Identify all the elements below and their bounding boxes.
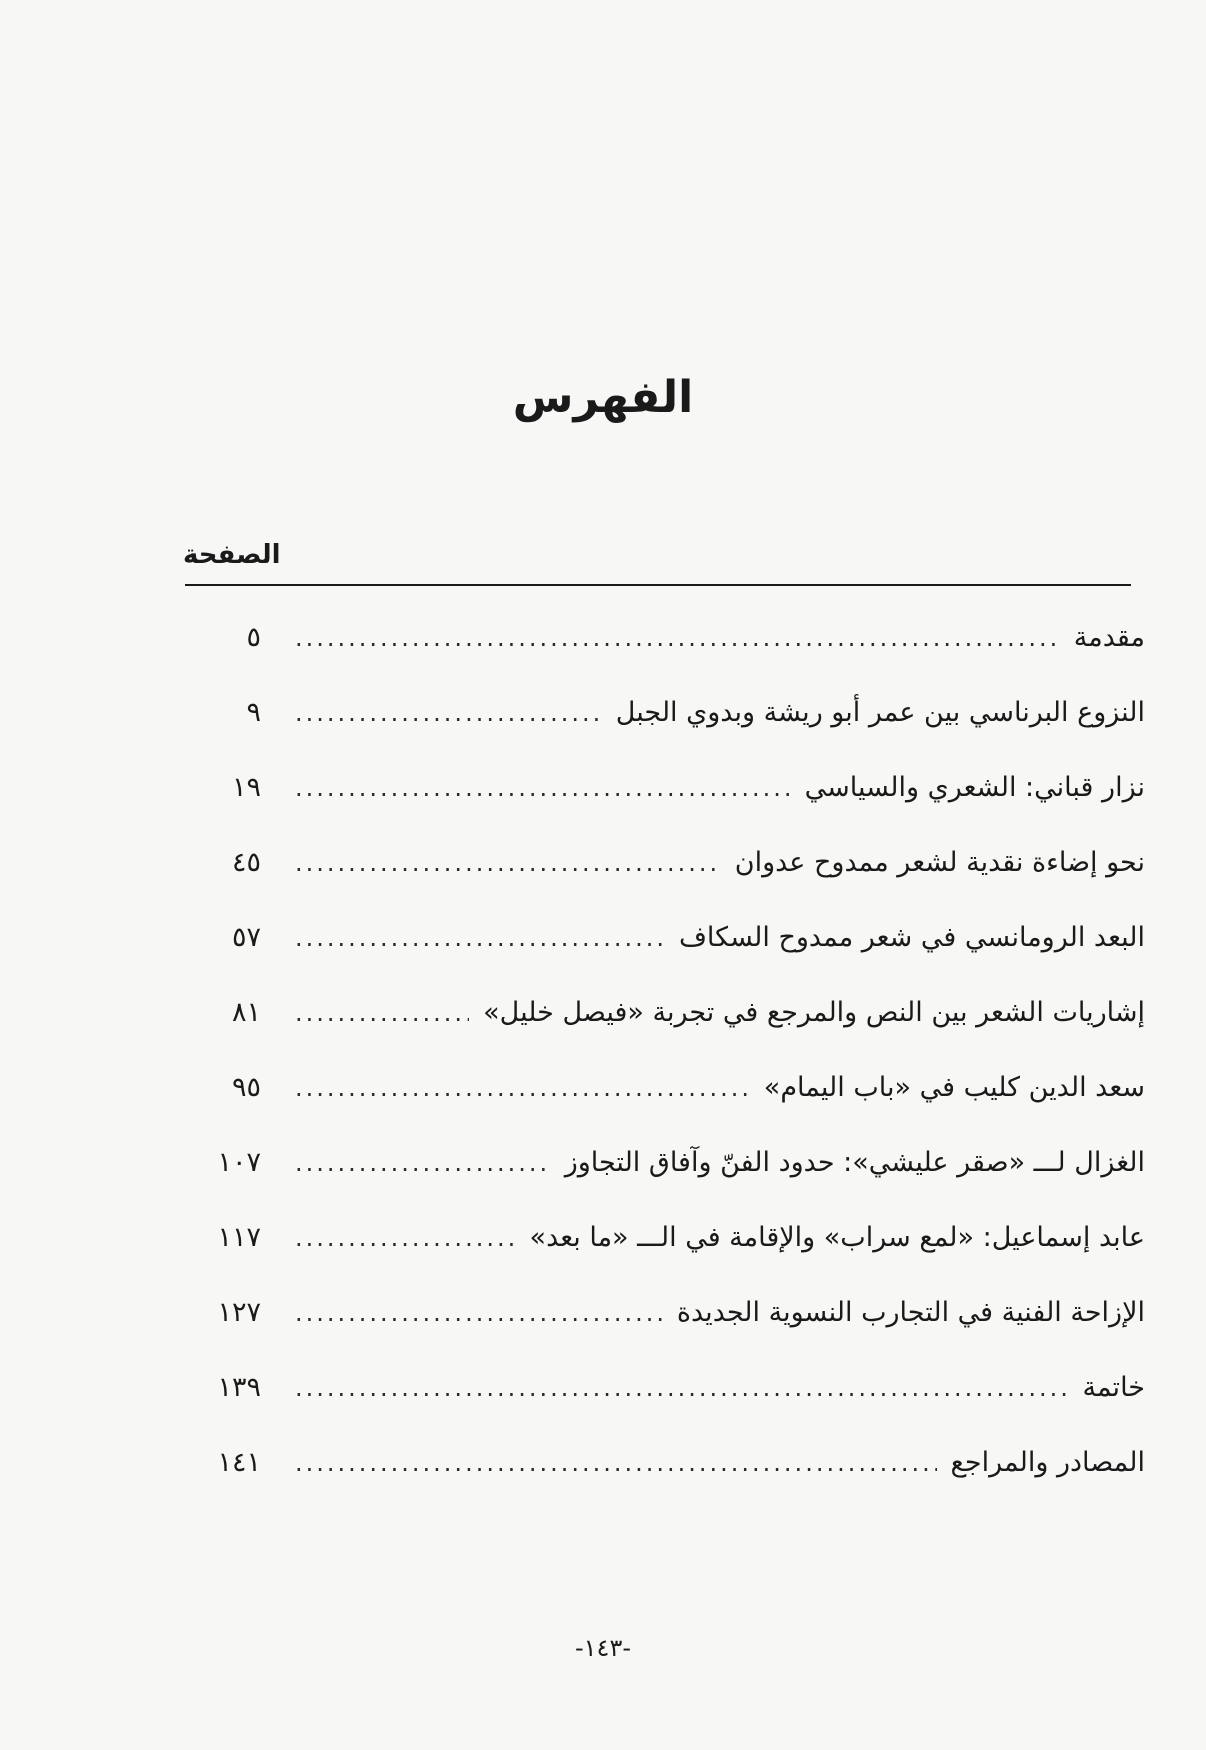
toc-entry-title: النزوع البرناسي بين عمر أبو ريشة وبدوي الجبل [615,697,1145,728]
toc-entry-page: ٨١ [231,997,261,1028]
toc-entry[interactable] [205,697,1145,772]
table-of-contents [205,622,1145,1522]
toc-entry[interactable] [205,1297,1145,1372]
toc-entry-page: ٩ [246,697,261,728]
toc-entry-title: نزار قباني: الشعري والسياسي [804,772,1145,803]
toc-entry-title: خاتمة [1082,1372,1145,1403]
toc-entry[interactable] [205,1147,1145,1222]
toc-entry[interactable] [205,1372,1145,1447]
toc-entry[interactable] [205,1447,1145,1522]
toc-entry-page: ١٠٧ [217,1147,261,1178]
header-divider [185,584,1131,586]
toc-entry[interactable] [205,922,1145,997]
toc-entry-title: نحو إضاءة نقدية لشعر ممدوح عدوان [734,847,1145,878]
toc-entry-page: ٩٥ [231,1072,261,1103]
toc-entry[interactable] [205,772,1145,847]
toc-entry-page: ٥ [246,622,261,653]
page-number-footer: -١٤٣- [574,1634,631,1662]
leader-dots [295,699,602,727]
toc-entry-title: عابد إسماعيل: «لمع سراب» والإقامة في الـــ «ما بعد» [529,1222,1145,1253]
leader-dots [295,774,791,802]
toc-entry-page: ٤٥ [231,847,261,878]
toc-entry-page: ١٢٧ [217,1297,261,1328]
toc-entry-page: ١١٧ [217,1222,261,1253]
leader-dots [295,1074,750,1102]
page-column-label: الصفحة [183,540,281,570]
leader-dots [295,1449,937,1477]
toc-entry-title: الغزال لـــ «صقر عليشي»: حدود الفنّ وآفاق التجاوز [564,1147,1145,1178]
toc-entry[interactable] [205,1222,1145,1297]
toc-entry-page: ١٤١ [217,1447,261,1478]
leader-dots [295,624,1060,652]
leader-dots [295,1374,1068,1402]
page-title: الفهرس [512,372,694,423]
toc-entry[interactable] [205,997,1145,1072]
toc-entry-page: ١٩ [231,772,261,803]
toc-entry[interactable] [205,1072,1145,1147]
leader-dots [295,1224,516,1252]
toc-entry[interactable] [205,622,1145,697]
toc-entry-title: المصادر والمراجع [950,1447,1145,1478]
toc-entry[interactable] [205,847,1145,922]
leader-dots [295,924,665,952]
toc-entry-page: ١٣٩ [217,1372,261,1403]
toc-entry-title: إشاريات الشعر بين النص والمرجع في تجربة «فيصل خليل» [483,997,1145,1028]
leader-dots [295,1149,551,1177]
toc-entry-title: الإزاحة الفنية في التجارب النسوية الجديدة [676,1297,1145,1328]
toc-entry-title: سعد الدين كليب في «باب اليمام» [763,1072,1145,1103]
toc-entry-page: ٥٧ [231,922,261,953]
leader-dots [295,999,469,1027]
toc-entry-title: مقدمة [1073,622,1145,653]
leader-dots [295,1299,663,1327]
leader-dots [295,849,721,877]
toc-entry-title: البعد الرومانسي في شعر ممدوح السكاف [678,922,1145,953]
